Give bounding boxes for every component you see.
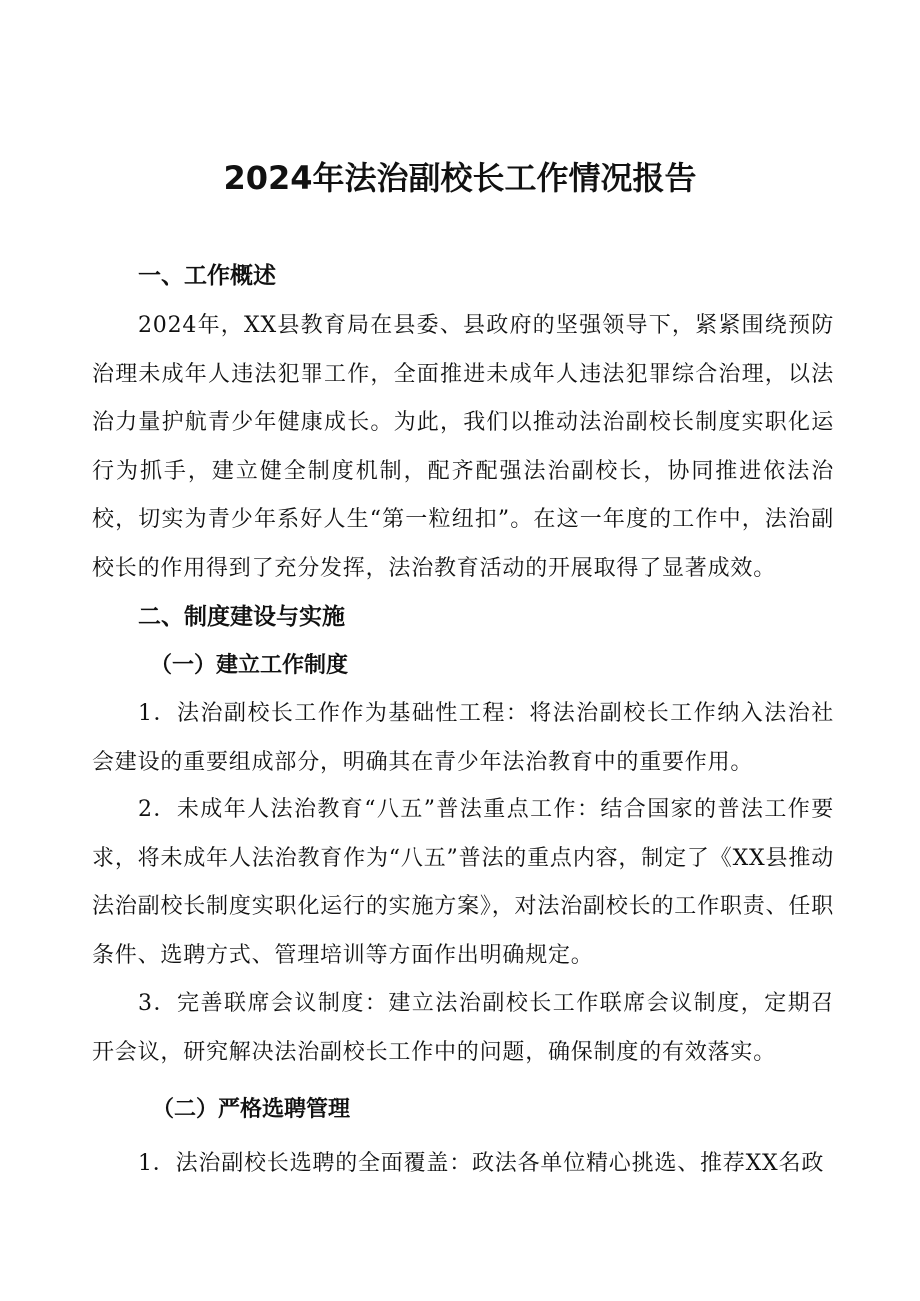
list-item: 2．未成年人法治教育“八五”普法重点工作：结合国家的普法工作要求，将未成年人法治教育作为“八五”普法的重点内容，制定了《XX县推动法治副校长制度实职化运行的实施方案》，对法治副校长的工作职责、任职条件、选聘方式、管理培训等方面作出明确规定。	[92, 797, 834, 968]
subsection-heading-work-system: （一）建立工作制度	[150, 652, 349, 678]
overview-paragraph: 2024年，XX县教育局在县委、县政府的坚强领导下，紧紧围绕预防治理未成年人违法犯罪工作，全面推进未成年人违法犯罪综合治理，以法治力量护航青少年健康成长。为此，我们以推动法治副校长制度实职化运行为抓手，建立健全制度机制，配齐配强法治副校长，协同推进依法治校，切实为青少年系好人生“第一粒纽扣”。在这一年度的工作中，法治副校长的作用得到了充分发挥，法治教育活动的开展取得了显著成效。	[92, 313, 834, 581]
page-title: 2024年法治副校长工作情况报告	[223, 159, 697, 197]
list-item: 1．法治副校长工作作为基础性工程：将法治副校长工作纳入法治社会建设的重要组成部分，明确其在青少年法治教育中的重要作用。	[92, 701, 834, 775]
list-item: 3．完善联席会议制度：建立法治副校长工作联席会议制度，定期召开会议，研究解决法治副校长工作中的问题，确保制度的有效落实。	[92, 991, 834, 1065]
section-heading-overview: 一、工作概述	[138, 263, 276, 289]
list-item: 1．法治副校长选聘的全面覆盖：政法各单位精心挑选、推荐XX名政	[138, 1151, 825, 1176]
subsection-heading-selection: （二）严格选聘管理	[152, 1096, 351, 1122]
section-heading-system: 二、制度建设与实施	[138, 604, 345, 630]
